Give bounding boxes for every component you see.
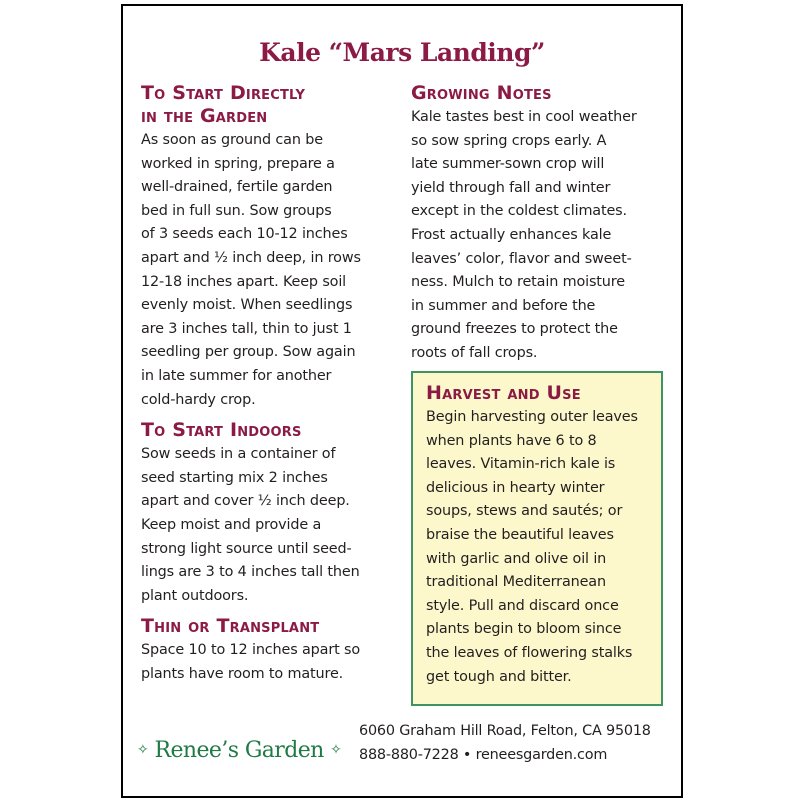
text-line: Kale tastes best in cool weather bbox=[411, 109, 637, 125]
heading-line: To Start Directly bbox=[141, 82, 306, 104]
text-line: well-drained, fertile garden bbox=[141, 179, 333, 196]
ornament-icon: ✧ bbox=[137, 742, 149, 758]
text-line: seedling per group. Sow again bbox=[141, 344, 356, 361]
text-line: with garlic and olive oil in bbox=[426, 550, 607, 567]
text-line: in late summer for another bbox=[141, 367, 332, 384]
text-line: of 3 seeds each 10-12 inches bbox=[141, 226, 348, 243]
section-body bbox=[411, 106, 665, 366]
page-title: Kale “Mars Landing” bbox=[259, 38, 545, 67]
right-column bbox=[411, 82, 665, 373]
brand-name: Renee’s Garden bbox=[154, 738, 324, 763]
address: 6060 Graham Hill Road, Felton, CA 95018 bbox=[359, 723, 651, 739]
text-line: Frost actually enhances kale bbox=[411, 226, 612, 243]
section-heading bbox=[141, 82, 397, 128]
harvest-and-use-box bbox=[411, 371, 663, 706]
text-line: Space 10 to 12 inches apart so bbox=[141, 642, 361, 659]
text-line: leaves’ color, flavor and sweet- bbox=[411, 250, 632, 267]
text-line: bed in full sun. Sow groups bbox=[141, 202, 332, 219]
text-line: in summer and before the bbox=[411, 297, 596, 314]
text-line: braise the beautiful leaves bbox=[426, 526, 614, 543]
section-body bbox=[141, 443, 397, 608]
text-line: roots of fall crops. bbox=[411, 344, 538, 361]
section-growing-notes bbox=[411, 82, 665, 366]
text-line: 12-18 inches apart. Keep soil bbox=[141, 273, 347, 290]
text-line: plant outdoors. bbox=[141, 587, 249, 604]
phone-website: 888-880-7228 • reneesgarden.com bbox=[359, 747, 608, 763]
text-line: the leaves of flowering stalks bbox=[426, 644, 633, 661]
text-line: seed starting mix 2 inches bbox=[141, 469, 328, 486]
text-line: evenly moist. When seedlings bbox=[141, 297, 353, 314]
text-line: worked in spring, prepare a bbox=[141, 155, 335, 172]
text-line: are 3 inches tall, thin to just 1 bbox=[141, 320, 352, 337]
text-line: soups, stews and sautés; or bbox=[426, 503, 623, 520]
section-start-indoors bbox=[141, 419, 397, 608]
text-line: apart and ½ inch deep, in rows bbox=[141, 249, 361, 266]
text-line: Keep moist and provide a bbox=[141, 516, 322, 533]
text-line: ground freezes to protect the bbox=[411, 321, 618, 338]
section-body bbox=[141, 639, 397, 686]
text-line: yield through fall and winter bbox=[411, 179, 611, 196]
section-body bbox=[426, 406, 651, 689]
text-line: lings are 3 to 4 inches tall then bbox=[141, 564, 360, 581]
seed-packet-card bbox=[121, 4, 683, 798]
text-line: when plants have 6 to 8 bbox=[426, 432, 597, 449]
text-line: get tough and bitter. bbox=[426, 668, 572, 685]
text-line: so sow spring crops early. A bbox=[411, 132, 607, 149]
text-line: style. Pull and discard once bbox=[426, 597, 619, 614]
text-line: except in the coldest climates. bbox=[411, 203, 627, 220]
contact-info bbox=[359, 719, 651, 767]
text-line: cold-hardy crop. bbox=[141, 391, 256, 408]
text-line: Sow seeds in a container of bbox=[141, 446, 336, 463]
text-line: leaves. Vitamin-rich kale is bbox=[426, 456, 616, 473]
text-line: strong light source until seed- bbox=[141, 540, 352, 557]
section-heading: Thin or Transplant bbox=[141, 615, 320, 638]
section-heading: Harvest and Use bbox=[426, 382, 581, 404]
text-line: As soon as ground can be bbox=[141, 132, 323, 148]
text-line: delicious in hearty winter bbox=[426, 479, 605, 496]
text-line: Begin harvesting outer leaves bbox=[426, 409, 638, 425]
section-heading: To Start Indoors bbox=[141, 419, 302, 442]
heading-line: in the Garden bbox=[141, 105, 268, 127]
left-column bbox=[141, 82, 397, 693]
text-line: late summer-sown crop will bbox=[411, 156, 605, 173]
text-line: plants have room to mature. bbox=[141, 665, 344, 682]
section-thin-transplant bbox=[141, 615, 397, 686]
section-body bbox=[141, 129, 397, 412]
text-line: plants begin to bloom since bbox=[426, 621, 622, 638]
section-heading: Growing Notes bbox=[411, 82, 552, 104]
text-line: apart and cover ½ inch deep. bbox=[141, 493, 350, 510]
brand-logo bbox=[137, 738, 341, 763]
section-direct-sow bbox=[141, 82, 397, 412]
text-line: traditional Mediterranean bbox=[426, 574, 606, 591]
text-line: ness. Mulch to retain moisture bbox=[411, 274, 625, 291]
ornament-icon: ✧ bbox=[330, 742, 342, 758]
